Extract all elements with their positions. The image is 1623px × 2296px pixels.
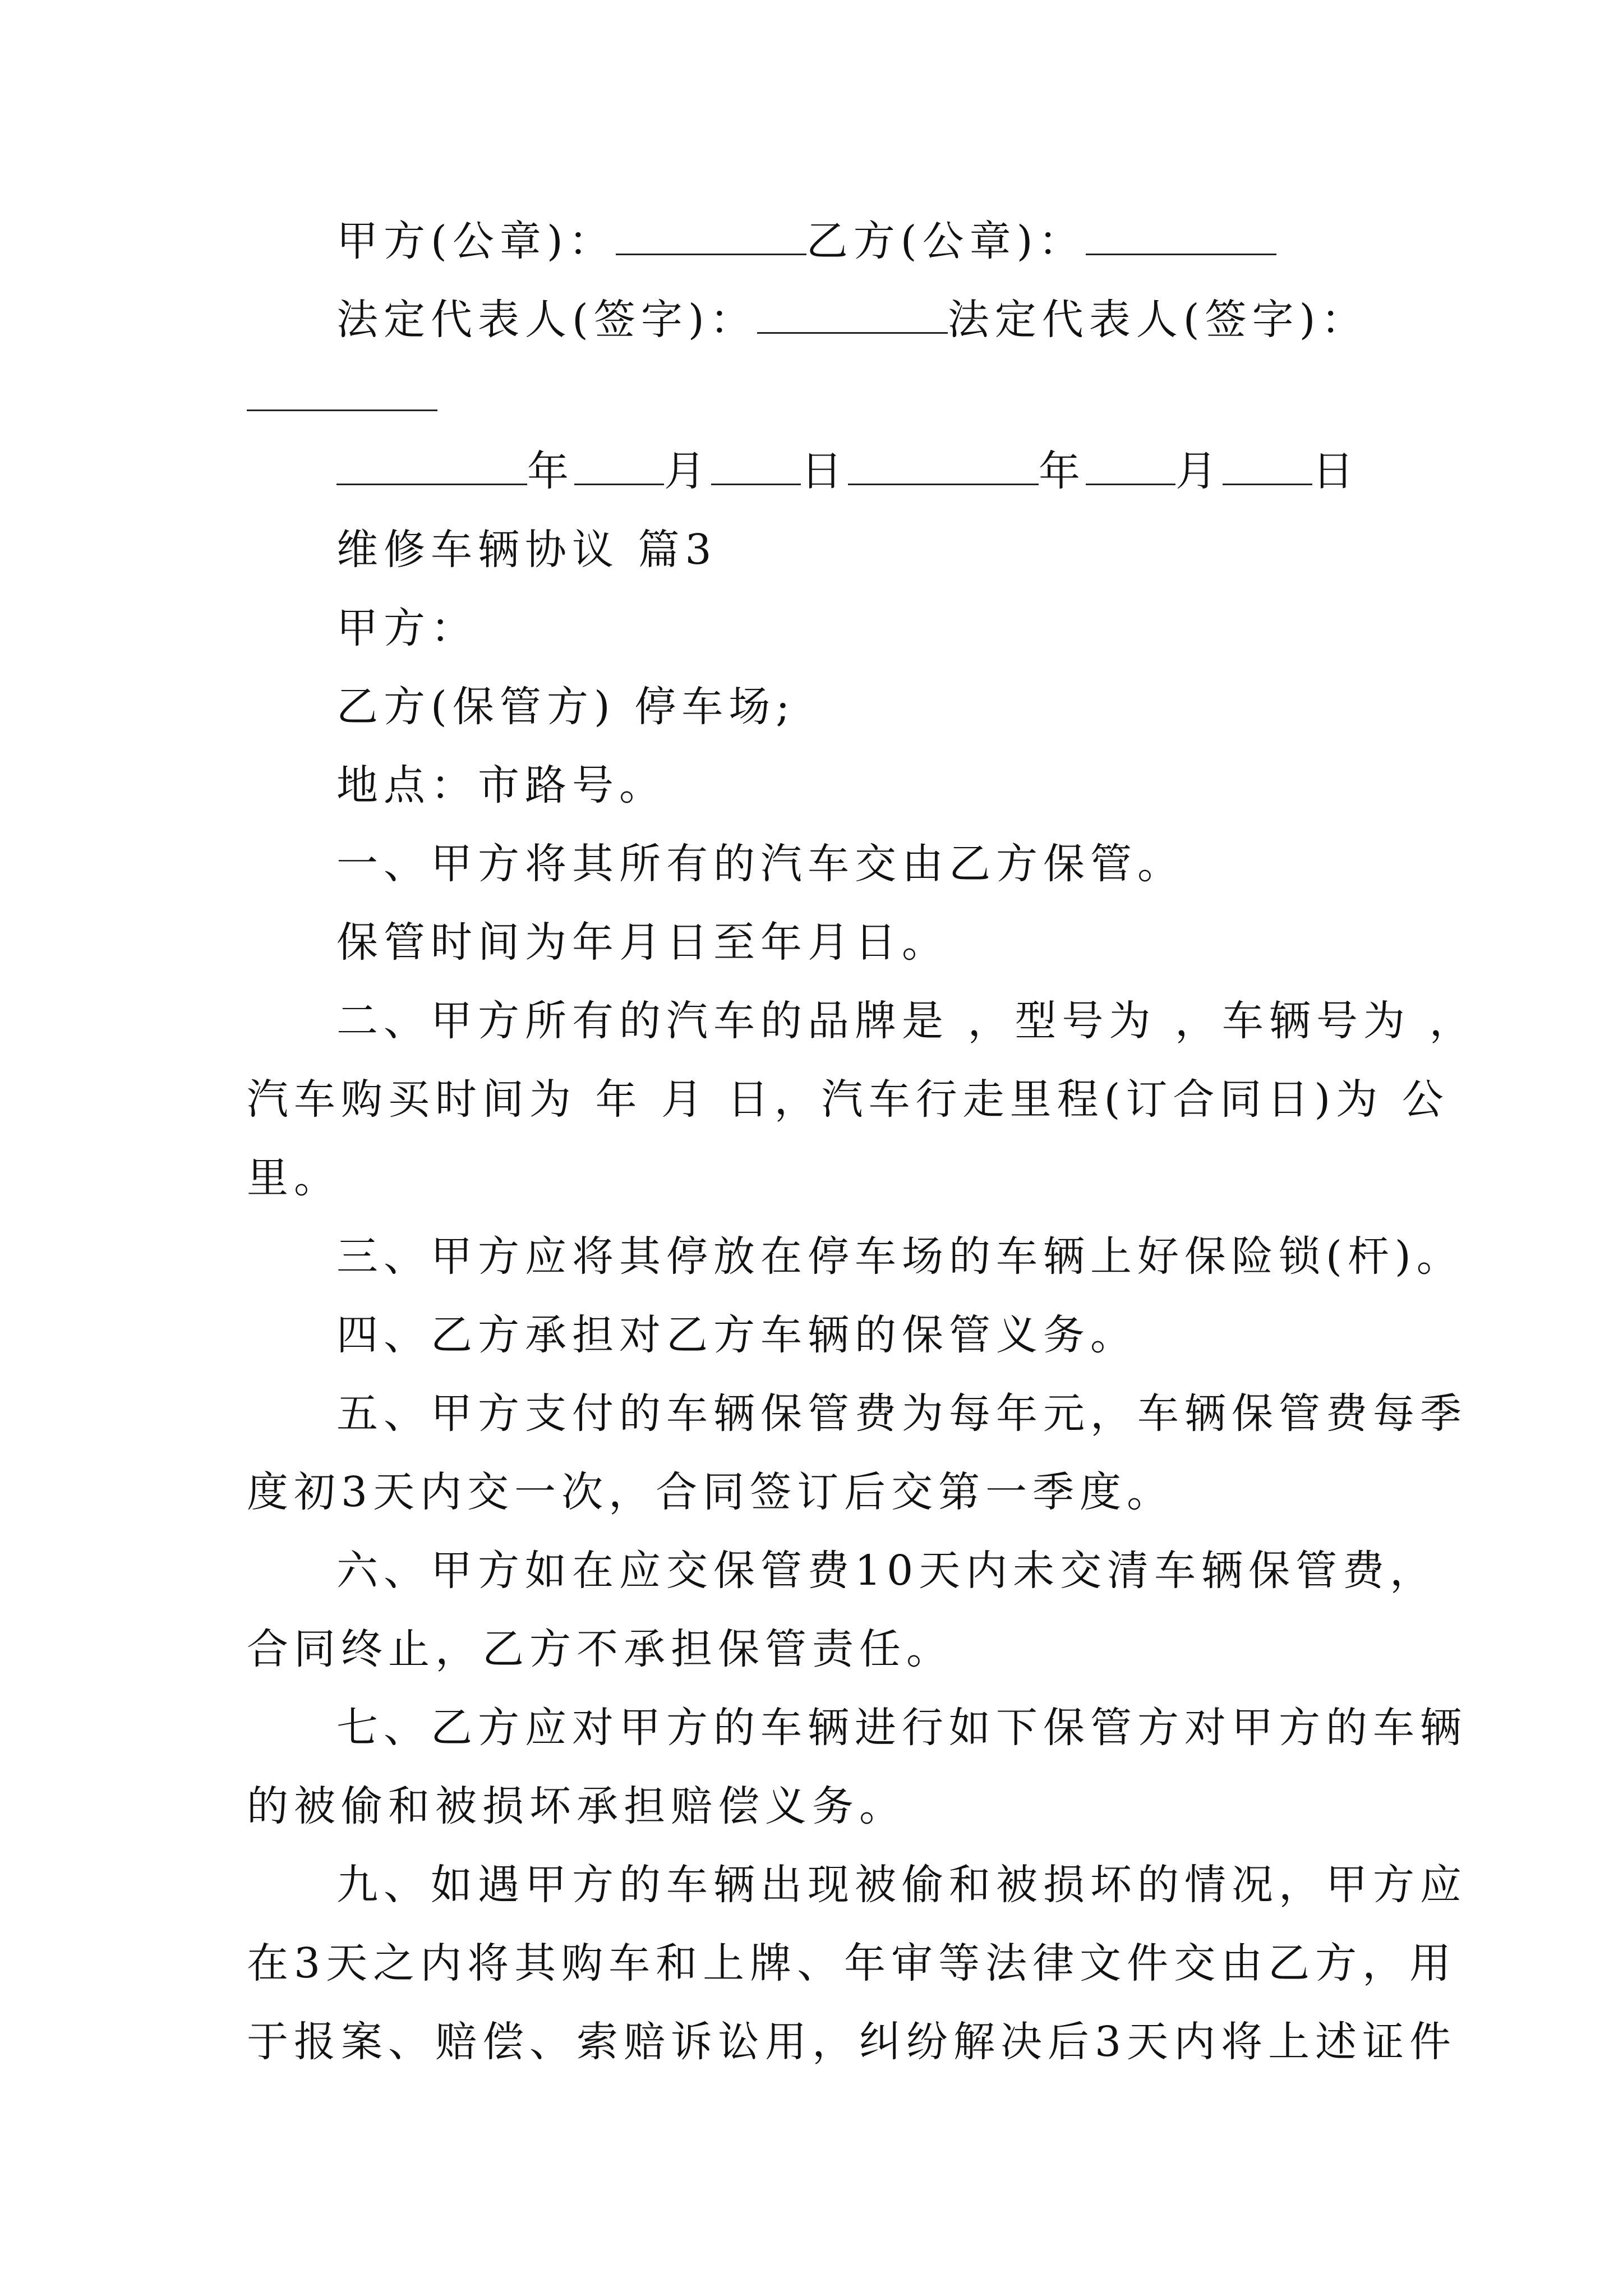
rep-a-label: 法定代表人(签字)： [336,296,757,344]
rep-a-blank [757,293,948,334]
document-heading: 维修车辆协议 篇3 [336,526,717,574]
clause-7-line-1: 七、乙方应对甲方的车辆进行如下保管方对甲方的车辆 [336,1704,1467,1752]
clause-7-line-2: 的被偷和被损坏承担赔偿义务。 [247,1782,906,1830]
party-b-line: 乙方(保管方) 停车场; [336,683,796,731]
clause-4: 四、乙方承担对乙方车辆的保管义务。 [336,1311,1137,1359]
clause-1: 一、甲方将其所有的汽车交由乙方保管。 [336,840,1184,888]
year-a-label: 年 [527,447,574,495]
clause-5-line-1: 五、甲方支付的车辆保管费为每年元，车辆保管费每季 [336,1389,1467,1438]
clause-2-line-3: 里。 [247,1154,341,1202]
day-b-blank [1223,444,1312,485]
party-a-line: 甲方： [336,604,478,652]
year-b-blank [848,444,1039,485]
date-line [336,443,1359,499]
month-a-label: 月 [664,447,711,495]
party-a-seal-blank [616,214,806,255]
clause-2-line-2: 汽车购买时间为 年 月 日，汽车行走里程(订合同日)为 公 [247,1075,1449,1124]
day-a-blank [711,444,801,485]
party-b-seal-blank [1086,214,1276,255]
day-b-label: 日 [1312,447,1359,495]
clause-6-line-1: 六、甲方如在应交保管费10天内未交清车辆保管费， [336,1547,1437,1595]
clause-5-line-2: 度初3天内交一次，合同签订后交第一季度。 [247,1468,1174,1516]
day-a-label: 日 [801,447,848,495]
seal-line [336,213,1276,269]
party-b-seal-label: 乙方(公章)： [806,217,1086,265]
rep-b-blank [247,409,437,411]
year-b-label: 年 [1039,447,1086,495]
month-b-label: 月 [1175,447,1223,495]
clause-9-line-3: 于报案、赔偿、索赔诉讼用，纠纷解决后3天内将上述证件 [247,2018,1457,2066]
clause-storage-period: 保管时间为年月日至年月日。 [336,918,949,967]
clause-9-line-2: 在3天之内将其购车和上牌、年审等法律文件交由乙方，用 [247,1939,1457,1987]
year-a-blank [336,444,527,485]
location-line: 地点：市路号。 [336,761,666,809]
clause-3: 三、甲方应将其停放在停车场的车辆上好保险锁(杆)。 [336,1232,1464,1281]
clause-9-line-1: 九、如遇甲方的车辆出现被偷和被损坏的情况，甲方应 [336,1861,1467,1909]
party-a-seal-label: 甲方(公章)： [336,217,616,265]
rep-b-label: 法定代表人(签字)： [947,296,1368,344]
clause-6-line-2: 合同终止，乙方不承担保管责任。 [247,1625,953,1673]
month-a-blank [574,444,664,485]
clause-2-line-1: 二、甲方所有的汽车的品牌是 ，型号为 ，车辆号为 ， [336,997,1477,1045]
month-b-blank [1086,444,1175,485]
representative-line [336,292,1368,348]
